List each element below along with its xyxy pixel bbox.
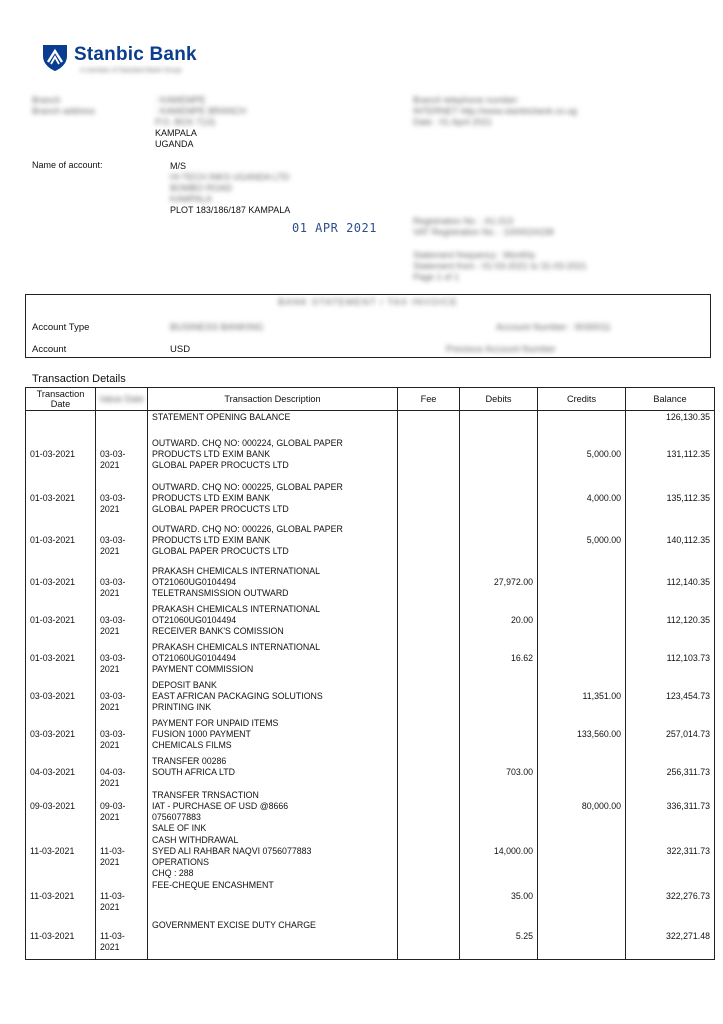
- cell-debit: [460, 789, 538, 834]
- account-name: M/S HI-TECH INKS UGANDA LTD BOMBO ROAD KAMPALA PLOT 183/186/187 KAMPALA: [170, 161, 291, 215]
- cell-fee: [398, 755, 460, 789]
- description-line: SYED ALI RAHBAR NAQVI 0756077883: [152, 846, 312, 856]
- cell-description: [148, 603, 398, 641]
- cell-credit: [538, 879, 626, 919]
- description-line: SOUTH AFRICA LTD: [152, 767, 235, 777]
- header-fee: Fee: [398, 388, 460, 411]
- cell-credit: 4,000.00: [538, 481, 626, 523]
- table-row: [26, 411, 715, 438]
- cell-description: [148, 717, 398, 755]
- cell-value-date: 11-03-2021: [96, 834, 148, 879]
- description-line: TRANSFER 00286: [152, 756, 227, 766]
- section-title: Transaction Details: [32, 373, 126, 385]
- table-row: [26, 789, 715, 834]
- header-balance: Balance: [626, 388, 715, 411]
- bank-name: Stanbic Bank: [74, 44, 197, 65]
- cell-debit: 35.00: [460, 879, 538, 919]
- cell-description: [148, 523, 398, 565]
- cell-balance: 135,112.35: [626, 481, 715, 523]
- cell-debit: 27,972.00: [460, 565, 538, 603]
- description-line: PAYMENT FOR UNPAID ITEMS: [152, 718, 279, 728]
- cell-fee: [398, 603, 460, 641]
- description-line: OUTWARD. CHQ NO: 000224, GLOBAL PAPER: [152, 438, 343, 448]
- table-row: [26, 755, 715, 789]
- cell-transaction-date: 01-03-2021: [26, 437, 96, 481]
- cell-description: [148, 789, 398, 834]
- cell-transaction-date: 11-03-2021: [26, 879, 96, 919]
- cell-transaction-date: [26, 411, 96, 438]
- account-currency: USD: [170, 344, 191, 355]
- table-row: [26, 603, 715, 641]
- branch-contact: Branch telephone number: INTERNET http://www.stanbicbank.co.ug Date : 01 April 2021: [413, 95, 577, 127]
- table-header-row: [26, 388, 715, 411]
- cell-description: [148, 411, 398, 438]
- description-line: PRODUCTS LTD EXIM BANK: [152, 449, 271, 459]
- cell-fee: [398, 523, 460, 565]
- cell-debit: 14,000.00: [460, 834, 538, 879]
- table-row: [26, 523, 715, 565]
- cell-fee: [398, 879, 460, 919]
- date-stamp: 01 APR 2021: [292, 221, 377, 235]
- cell-transaction-date: 01-03-2021: [26, 641, 96, 679]
- description-line: PRINTING INK: [152, 702, 212, 712]
- cell-balance: 112,120.35: [626, 603, 715, 641]
- cell-credit: [538, 603, 626, 641]
- cell-description: [148, 834, 398, 879]
- cell-debit: 20.00: [460, 603, 538, 641]
- cell-transaction-date: 01-03-2021: [26, 603, 96, 641]
- description-line: STATEMENT OPENING BALANCE: [152, 412, 291, 422]
- cell-credit: 5,000.00: [538, 523, 626, 565]
- cell-credit: 5,000.00: [538, 437, 626, 481]
- table-row: [26, 641, 715, 679]
- description-line: 0756077883: [152, 812, 201, 822]
- cell-description: [148, 755, 398, 789]
- account-number: Account Number : 9030011: [496, 322, 611, 333]
- cell-description: [148, 565, 398, 603]
- description-line: IAT - PURCHASE OF USD @8666: [152, 801, 289, 811]
- cell-value-date: 03-03-2021: [96, 565, 148, 603]
- cell-credit: [538, 919, 626, 960]
- description-line: PAYMENT COMMISSION: [152, 664, 254, 674]
- cell-credit: [538, 755, 626, 789]
- description-line: DEPOSIT BANK: [152, 680, 217, 690]
- cell-debit: [460, 481, 538, 523]
- description-line: OT21060UG0104494: [152, 615, 237, 625]
- description-line: TELETRANSMISSION OUTWARD: [152, 588, 289, 598]
- table-row: [26, 879, 715, 919]
- account-type-label: Account Type: [32, 322, 90, 333]
- cell-fee: [398, 679, 460, 717]
- table-row: [26, 565, 715, 603]
- cell-value-date: 11-03-2021: [96, 879, 148, 919]
- cell-transaction-date: 04-03-2021: [26, 755, 96, 789]
- cell-debit: 703.00: [460, 755, 538, 789]
- cell-fee: [398, 481, 460, 523]
- cell-balance: 131,112.35: [626, 437, 715, 481]
- description-line: OPERATIONS: [152, 857, 210, 867]
- description-line: OT21060UG0104494: [152, 653, 237, 663]
- transactions-table: [25, 387, 715, 960]
- cell-credit: [538, 834, 626, 879]
- cell-balance: 112,140.35: [626, 565, 715, 603]
- header-credits: Credits: [538, 388, 626, 411]
- cell-transaction-date: 01-03-2021: [26, 523, 96, 565]
- description-line: FUSION 1000 PAYMENT: [152, 729, 251, 739]
- cell-balance: 140,112.35: [626, 523, 715, 565]
- description-line: FEE-CHEQUE ENCASHMENT: [152, 880, 274, 890]
- statement-title: BANK STATEMENT / TAX INVOICE: [278, 297, 458, 308]
- cell-credit: 80,000.00: [538, 789, 626, 834]
- table-row: [26, 717, 715, 755]
- cell-balance: 112,103.73: [626, 641, 715, 679]
- description-line: GLOBAL PAPER PROCUCTS LTD: [152, 546, 289, 556]
- description-line: OT21060UG0104494: [152, 577, 237, 587]
- cell-fee: [398, 411, 460, 438]
- cell-fee: [398, 717, 460, 755]
- cell-value-date: 04-03-2021: [96, 755, 148, 789]
- branch-address: : KAWEMPE BRANCH P.O. BOX 7131 KAMPALA UGANDA: [155, 106, 247, 149]
- table-row: [26, 834, 715, 879]
- description-line: SALE OF INK: [152, 823, 207, 833]
- account-summary-box: [25, 294, 711, 358]
- cell-debit: 16.62: [460, 641, 538, 679]
- branch-label: Branch: [32, 95, 61, 105]
- description-line: CASH WITHDRAWAL: [152, 835, 239, 845]
- registration-info: Registration No. : A1.013 VAT Registration No. : 1000024158: [413, 216, 554, 237]
- cell-balance: 126,130.35: [626, 411, 715, 438]
- branch-value: : KAWEMPE: [155, 95, 206, 105]
- cell-debit: [460, 523, 538, 565]
- cell-balance: 322,311.73: [626, 834, 715, 879]
- cell-balance: 322,271.48: [626, 919, 715, 960]
- cell-fee: [398, 437, 460, 481]
- description-line: PRAKASH CHEMICALS INTERNATIONAL: [152, 566, 320, 576]
- cell-value-date: 03-03-2021: [96, 603, 148, 641]
- table-row: [26, 919, 715, 960]
- cell-description: [148, 679, 398, 717]
- cell-credit: [538, 411, 626, 438]
- cell-balance: 123,454.73: [626, 679, 715, 717]
- description-line: PRAKASH CHEMICALS INTERNATIONAL: [152, 604, 320, 614]
- cell-balance: 257,014.73: [626, 717, 715, 755]
- cell-credit: 133,560.00: [538, 717, 626, 755]
- statement-info: Statement frequency : Monthly Statement from : 01-03-2021 to 31-03-2021 Page 1 of 1: [413, 250, 587, 282]
- cell-balance: 256,311.73: [626, 755, 715, 789]
- description-line: GLOBAL PAPER PROCUCTS LTD: [152, 460, 289, 470]
- account-type-value: BUSINESS BANKING: [170, 322, 264, 333]
- cell-value-date: 03-03-2021: [96, 437, 148, 481]
- header-debits: Debits: [460, 388, 538, 411]
- cell-description: [148, 641, 398, 679]
- cell-debit: [460, 411, 538, 438]
- table-row: [26, 481, 715, 523]
- account-name-label: Name of account:: [32, 160, 103, 170]
- cell-description: [148, 879, 398, 919]
- cell-transaction-date: 11-03-2021: [26, 919, 96, 960]
- account-label: Account: [32, 344, 67, 355]
- description-line: CHEMICALS FILMS: [152, 740, 232, 750]
- cell-value-date: 11-03-2021: [96, 919, 148, 960]
- cell-value-date: 03-03-2021: [96, 641, 148, 679]
- cell-description: [148, 437, 398, 481]
- bank-tagline: A member of Standard Bank Group: [80, 67, 182, 74]
- cell-credit: 11,351.00: [538, 679, 626, 717]
- cell-credit: [538, 641, 626, 679]
- cell-fee: [398, 834, 460, 879]
- branch-address-label: Branch address: [32, 106, 96, 116]
- cell-transaction-date: 01-03-2021: [26, 481, 96, 523]
- cell-transaction-date: 11-03-2021: [26, 834, 96, 879]
- description-line: GOVERNMENT EXCISE DUTY CHARGE: [152, 920, 316, 930]
- cell-balance: 336,311.73: [626, 789, 715, 834]
- table-row: [26, 679, 715, 717]
- description-line: PRODUCTS LTD EXIM BANK: [152, 535, 271, 545]
- cell-value-date: 03-03-2021: [96, 523, 148, 565]
- description-line: EAST AFRICAN PACKAGING SOLUTIONS: [152, 691, 323, 701]
- header-transaction-date: Transaction Date: [26, 388, 96, 411]
- description-line: CHQ : 288: [152, 868, 194, 878]
- cell-value-date: 09-03-2021: [96, 789, 148, 834]
- cell-fee: [398, 789, 460, 834]
- description-line: PRODUCTS LTD EXIM BANK: [152, 493, 271, 503]
- cell-value-date: 03-03-2021: [96, 717, 148, 755]
- description-line: OUTWARD. CHQ NO: 000225, GLOBAL PAPER: [152, 482, 343, 492]
- cell-debit: [460, 717, 538, 755]
- table-row: [26, 437, 715, 481]
- cell-transaction-date: 03-03-2021: [26, 717, 96, 755]
- cell-credit: [538, 565, 626, 603]
- cell-transaction-date: 01-03-2021: [26, 565, 96, 603]
- cell-debit: [460, 437, 538, 481]
- cell-description: [148, 481, 398, 523]
- cell-fee: [398, 641, 460, 679]
- cell-value-date: 03-03-2021: [96, 679, 148, 717]
- previous-account-number: Previous Account Number: [446, 344, 556, 355]
- description-line: TRANSFER TRNSACTION: [152, 790, 259, 800]
- description-line: OUTWARD. CHQ NO: 000226, GLOBAL PAPER: [152, 524, 343, 534]
- cell-transaction-date: 09-03-2021: [26, 789, 96, 834]
- description-line: RECEIVER BANK'S COMISSION: [152, 626, 284, 636]
- cell-debit: [460, 679, 538, 717]
- cell-fee: [398, 565, 460, 603]
- cell-description: [148, 919, 398, 960]
- cell-value-date: [96, 411, 148, 438]
- cell-value-date: 03-03-2021: [96, 481, 148, 523]
- bank-logo-shield-icon: [40, 42, 70, 72]
- description-line: GLOBAL PAPER PROCUCTS LTD: [152, 504, 289, 514]
- header-description: Transaction Description: [148, 388, 398, 411]
- cell-fee: [398, 919, 460, 960]
- description-line: PRAKASH CHEMICALS INTERNATIONAL: [152, 642, 320, 652]
- cell-transaction-date: 03-03-2021: [26, 679, 96, 717]
- cell-balance: 322,276.73: [626, 879, 715, 919]
- header-value-date: Value Date: [96, 388, 148, 411]
- cell-debit: 5.25: [460, 919, 538, 960]
